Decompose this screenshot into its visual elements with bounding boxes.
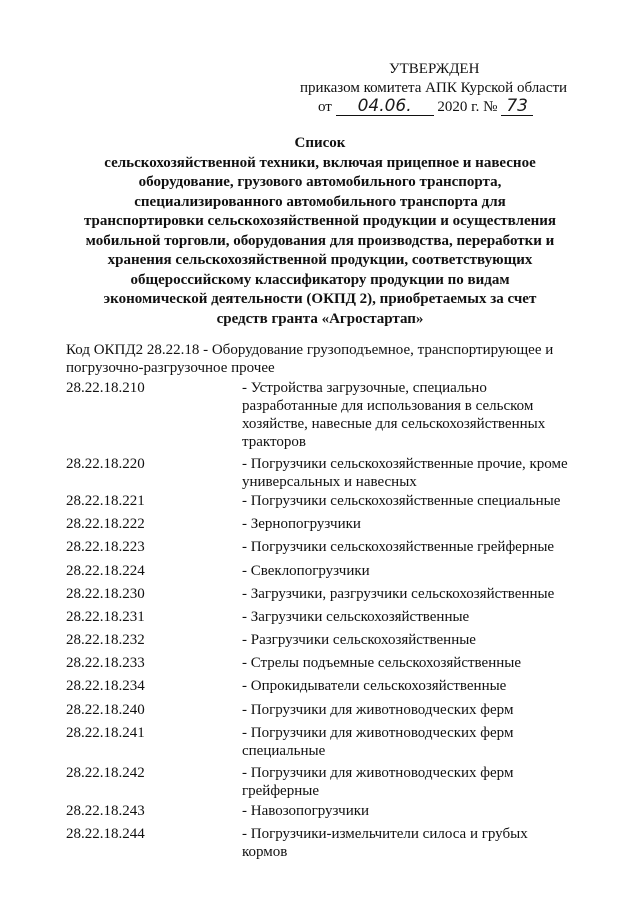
item-code: 28.22.18.210 [66,380,145,396]
title-line: сельскохозяйственной техники, включая прицепное и навесное [104,154,536,171]
handwritten-number [501,98,533,116]
item-code: 28.22.18.224 [66,563,145,579]
title-label: Список [294,135,346,151]
item-code: 28.22.18.221 [66,493,145,509]
item-description: - Погрузчики сельскохозяйственные прочие, кроме универсальных и навесных [242,456,568,490]
year-text: 2020 г. № [437,99,498,115]
handwritten-number-text: 73 [506,96,528,116]
item-description: - Загрузчики сельскохозяйственные [242,609,470,625]
date-prefix: от [318,99,332,115]
item-code: 28.22.18.220 [66,456,145,472]
document-title [70,134,570,329]
item-code: 28.22.18.244 [66,826,145,842]
item-code: 28.22.18.230 [66,586,145,602]
item-code: 28.22.18.241 [66,725,145,741]
item-description: - Погрузчики сельскохозяйственные специальные [242,493,561,509]
item-description: - Свеклопогрузчики [242,563,370,579]
item-description: - Погрузчики-измельчители силоса и грубых кормов [242,826,528,860]
title-line: хранения сельскохозяйственной продукции, соответствующих [107,252,533,268]
approval-date-line [318,98,533,117]
title-line: транспортировки сельскохозяйственной продукции и осуществления [83,213,557,229]
item-code: 28.22.18.240 [66,702,145,718]
item-code: 28.22.18.222 [66,516,145,532]
title-line: экономической деятельности (ОКПД 2), приобретаемых за счет [103,291,537,307]
title-line: общероссийскому классификатору продукции по видам [130,271,510,288]
item-description: - Устройства загрузочные, специально разработанные для использования в сельском хозяйстве, навесные для сельскохозяйственных тракторов [242,380,546,450]
item-description: - Навозопогрузчики [242,803,370,819]
handwritten-date-text: 04.06. [357,96,412,116]
item-code: 28.22.18.231 [66,609,145,625]
item-code: 28.22.18.242 [66,765,145,781]
approval-order-text: приказом комитета АПК Курской области [300,80,568,96]
item-description: - Погрузчики для животноводческих ферм грейферные [242,765,514,799]
item-code: 28.22.18.232 [66,632,145,648]
item-description: - Зернопогрузчики [242,516,361,532]
item-description: - Загрузчики, разгрузчики сельскохозяйственные [242,586,555,602]
item-description: - Опрокидыватели сельскохозяйственные [242,678,507,694]
item-code: 28.22.18.234 [66,678,145,694]
title-line: мобильной торговли, оборудования для производства, переработки и [85,232,555,249]
approval-heading: УТВЕРЖДЕН [389,61,480,77]
item-description: - Стрелы подъемные сельскохозяйственные [242,655,521,671]
item-description: - Погрузчики для животноводческих ферм [242,702,514,718]
item-code: 28.22.18.243 [66,803,145,819]
item-description: - Погрузчики сельскохозяйственные грейферные [242,539,555,555]
title-line: специализированного автомобильного транспорта для [134,193,506,210]
item-code: 28.22.18.223 [66,539,145,555]
title-line: оборудование, грузового автомобильного транспорта, [138,174,502,190]
item-code: 28.22.18.233 [66,655,145,671]
section-heading: Код ОКПД2 28.22.18 - Оборудование грузоподъемное, транспортирующее и погрузочно-разгрузочное прочее [66,342,554,376]
item-description: - Погрузчики для животноводческих ферм специальные [242,725,514,759]
title-line: средств гранта «Агростартап» [216,310,424,327]
item-description: - Разгрузчики сельскохозяйственные [242,632,476,648]
handwritten-date [336,98,434,116]
